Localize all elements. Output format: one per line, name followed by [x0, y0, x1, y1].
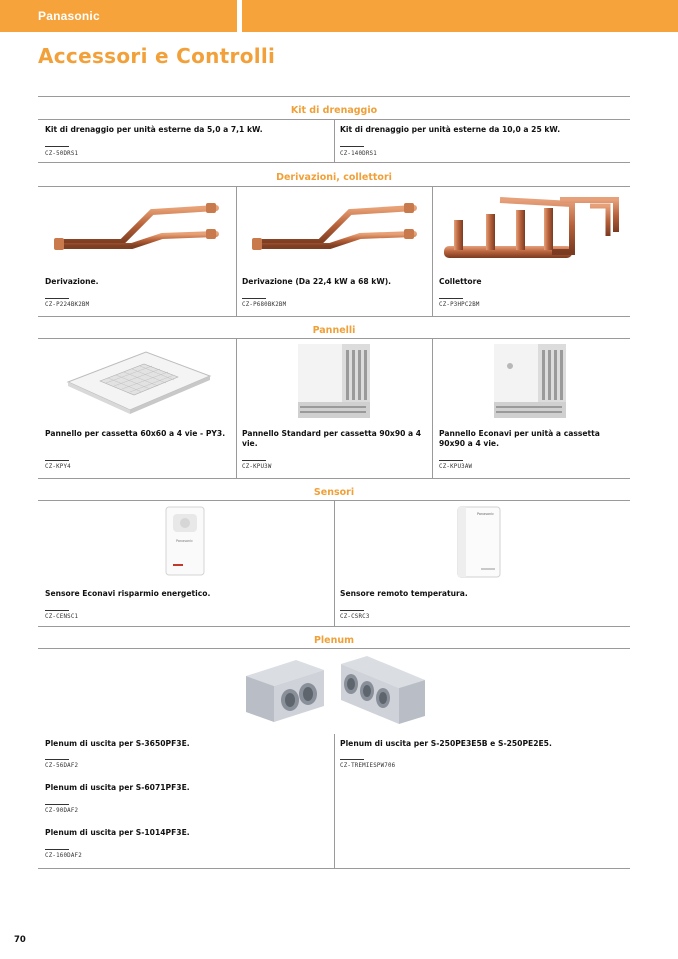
code-dash	[45, 849, 69, 850]
section-rule	[38, 478, 630, 479]
product-code: CZ-CSRC3	[340, 614, 370, 620]
product-code: CZ-KPU3W	[242, 464, 272, 470]
product-code: CZ-140DRS1	[340, 151, 377, 157]
cassette-panel-corner-icon	[494, 344, 566, 418]
product-name: Plenum di uscita per S-3650PF3E.	[45, 739, 190, 748]
page-title: Accessori e Controlli	[38, 44, 276, 68]
product-code: CZ-P3HPC2BM	[439, 302, 480, 308]
section-rule	[38, 338, 630, 339]
remote-temperature-sensor-icon	[457, 506, 501, 578]
cassette-panel-icon	[64, 348, 214, 414]
section-title-branches: Derivazioni, collettori	[276, 172, 392, 183]
code-dash	[340, 146, 364, 147]
product-code: CZ-56DAF2	[45, 763, 79, 769]
product-name: Pannello Econavi per unità a cassetta 90x90 a 4 vie.	[439, 429, 600, 448]
plenum-box-icon	[337, 654, 427, 726]
code-dash	[340, 759, 364, 760]
product-code: CZ-TREMIESPW706	[340, 763, 396, 769]
product-name: Kit di drenaggio per unità esterne da 10,0 a 25 kW.	[340, 125, 561, 134]
code-dash	[45, 759, 69, 760]
section-rule	[38, 162, 630, 163]
product-code: CZ-P680BK2BM	[242, 302, 287, 308]
product-code: CZ-KPU3AW	[439, 464, 473, 470]
cassette-panel-corner-icon	[298, 344, 370, 418]
section-rule	[38, 868, 630, 869]
column-divider	[432, 338, 433, 478]
product-name: Pannello per cassetta 60x60 a 4 vie - PY3.	[45, 429, 226, 438]
brand-logo: Panasonic	[38, 9, 100, 23]
product-code: CZ-P224BK2BM	[45, 302, 90, 308]
column-divider	[236, 338, 237, 478]
section-rule	[38, 316, 630, 317]
column-divider	[432, 186, 433, 316]
column-divider	[334, 734, 335, 868]
code-dash	[45, 804, 69, 805]
code-dash	[439, 460, 463, 461]
product-code: CZ-CENSC1	[45, 614, 79, 620]
product-name: Pannello Standard per cassetta 90x90 a 4 vie.	[242, 429, 422, 448]
section-rule	[38, 648, 630, 649]
product-name: Sensore Econavi risparmio energetico.	[45, 589, 211, 598]
copper-branch-pipe-icon	[250, 198, 422, 258]
section-title-sensors: Sensori	[313, 487, 355, 498]
product-name: Sensore remoto temperatura.	[340, 589, 468, 598]
section-title-panels: Pannelli	[312, 325, 356, 336]
product-code: CZ-90DAF2	[45, 808, 79, 814]
column-divider	[334, 119, 335, 162]
product-name: Plenum di uscita per S-6071PF3E.	[45, 783, 190, 792]
code-dash	[45, 298, 69, 299]
product-name: Collettore	[439, 277, 482, 286]
copper-branch-pipe-icon	[52, 198, 224, 258]
device-brand-label: Panasonic	[176, 539, 193, 543]
product-code: CZ-KPY4	[45, 464, 71, 470]
page-number: 70	[14, 935, 26, 945]
product-code: CZ-50DRS1	[45, 151, 79, 157]
column-divider	[334, 500, 335, 626]
code-dash	[242, 298, 266, 299]
copper-header-collector-icon	[440, 192, 622, 270]
section-title-plenum: Plenum	[313, 635, 355, 646]
product-name: Plenum di uscita per S-1014PF3E.	[45, 828, 190, 837]
product-name: Plenum di uscita per S-250PE3E5B e S-250PE2E5.	[340, 739, 552, 748]
code-dash	[439, 298, 463, 299]
product-name: Kit di drenaggio per unità esterne da 5,0 a 7,1 kW.	[45, 125, 263, 134]
section-rule	[38, 626, 630, 627]
section-rule	[38, 186, 630, 187]
product-name: Derivazione (Da 22,4 kW a 68 kW).	[242, 277, 392, 286]
section-rule	[38, 96, 630, 97]
section-title-drain-kit: Kit di drenaggio	[290, 105, 378, 116]
product-code: CZ-160DAF2	[45, 853, 82, 859]
header-bar	[0, 0, 678, 32]
code-dash	[45, 610, 69, 611]
device-brand-label: Panasonic	[477, 512, 494, 516]
code-dash	[45, 460, 69, 461]
code-dash	[340, 610, 364, 611]
header-divider	[237, 0, 242, 32]
econavi-sensor-icon	[165, 506, 205, 576]
code-dash	[242, 460, 266, 461]
plenum-box-icon	[242, 656, 326, 724]
product-name: Derivazione.	[45, 277, 99, 286]
column-divider	[236, 186, 237, 316]
code-dash	[45, 146, 69, 147]
